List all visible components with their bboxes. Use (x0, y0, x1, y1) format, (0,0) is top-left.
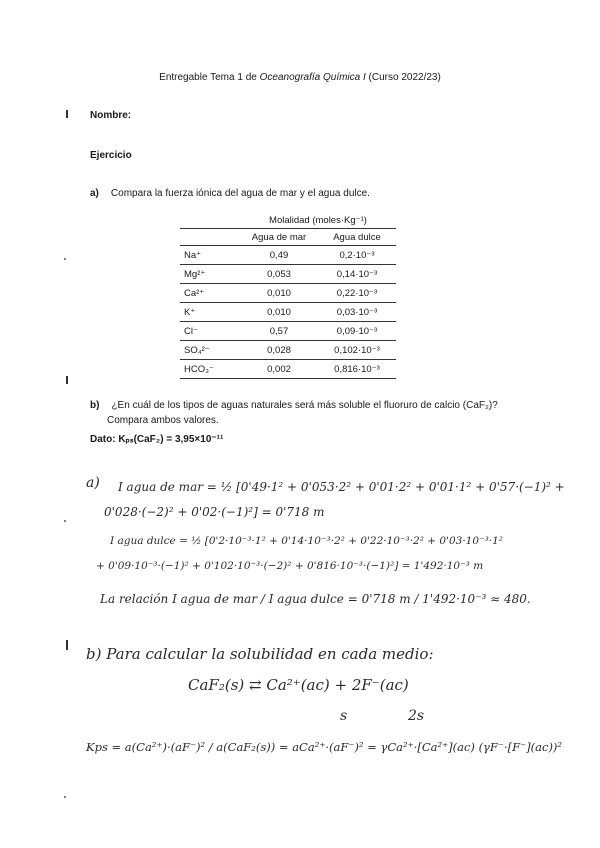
hw-eq2-line2: + 0'09·10⁻³·(−1)² + 0'102·10⁻³·(−2)² + 0'816·10⁻³·(−1)²] = 1'492·10⁻³ m (96, 560, 484, 572)
margin-dot (64, 796, 66, 798)
molality-table (180, 212, 396, 379)
hw-b-line: b) Para calcular la solubilidad en cada medio: (86, 645, 434, 663)
hw-kps: Kps = a(Ca²⁺)·(aF⁻)² / a(CaF₂(s)) = aCa²⁺·(aF⁻)² = γCa²⁺·[Ca²⁺](ac) (γF⁻·[F⁻](ac))² (86, 740, 563, 754)
hw-eq1-line1: I agua de mar = ½ [0'49·1² + 0'053·2² + 0'01·2² + 0'01·1² + 0'57·(−1)² + (118, 480, 565, 494)
ejercicio-label: Ejercicio (90, 150, 132, 161)
question-b: b) ¿En cuál de los tipos de aguas naturales será más soluble el fluoruro de calcio (CaF₂)? (90, 400, 498, 411)
hw-2s-label: 2s (408, 708, 425, 724)
table-row: Na⁺ 0,49 0,2·10⁻³ (180, 246, 396, 265)
hw-eq2-line1: I agua dulce = ½ [0'2·10⁻³·1² + 0'14·10⁻³·2² + 0'22·10⁻³·2² + 0'03·10⁻³·1² (110, 535, 504, 547)
margin-dot (64, 258, 66, 260)
margin-dot (64, 520, 66, 522)
margin-mark (66, 376, 68, 384)
hw-eq1-line2: 0'028·(−2)² + 0'02·(−1)²] = 0'718 m (104, 505, 325, 519)
hw-s-label: s (340, 708, 348, 724)
table-row: K⁺ 0,010 0,03·10⁻³ (180, 303, 396, 322)
table-row: Mg²⁺ 0,053 0,14·10⁻³ (180, 265, 396, 284)
question-a: a) Compara la fuerza iónica del agua de mar y el agua dulce. (90, 188, 370, 199)
table-group-header: Molalidad (moles·Kg⁻¹) (240, 212, 396, 229)
document-title: Entregable Tema 1 de Oceanografía Química I (Curso 2022/23) (159, 72, 441, 83)
table-row: Cl⁻ 0,57 0,09·10⁻³ (180, 322, 396, 341)
question-b-line2: Compara ambos valores. (107, 415, 219, 426)
col-fresh-header: Agua dulce (333, 231, 381, 243)
hw-reaction: CaF₂(s) ⇄ Ca²⁺(ac) + 2F⁻(ac) (188, 676, 409, 694)
dato-line: Dato: Kₚₛ(CaF₂) = 3,95×10⁻¹¹ (90, 434, 224, 445)
nombre-label: Nombre: (90, 110, 132, 121)
col-sea-header: Agua de mar (251, 231, 307, 243)
hw-a-label: a) (86, 475, 100, 491)
table-row: HCO₃⁻ 0,002 0,816·10⁻³ (180, 360, 396, 379)
hw-ratio: La relación I agua de mar / I agua dulce = 0'718 m / 1'492·10⁻³ ≈ 480. (100, 592, 531, 606)
table-row: SO₄²⁻ 0,028 0,102·10⁻³ (180, 341, 396, 360)
margin-mark (66, 640, 68, 650)
margin-mark (66, 110, 68, 118)
table-row: Ca²⁺ 0,010 0,22·10⁻³ (180, 284, 396, 303)
